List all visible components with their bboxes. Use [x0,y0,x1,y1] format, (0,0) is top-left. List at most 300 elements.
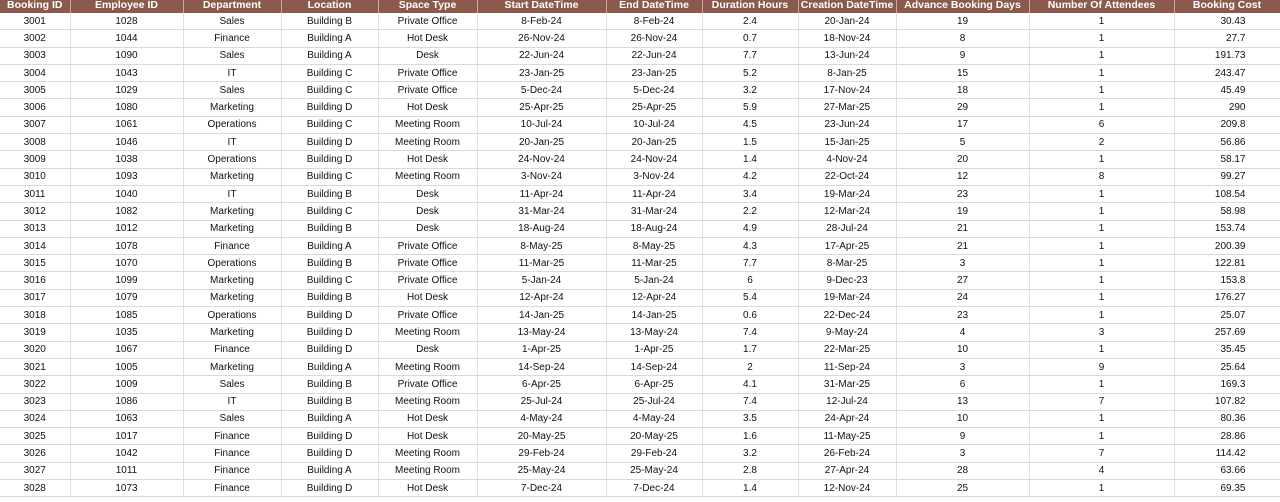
table-cell[interactable]: 25.64 [1174,358,1280,375]
table-cell[interactable]: 99.27 [1174,168,1280,185]
table-cell[interactable]: Finance [183,237,281,254]
table-cell[interactable]: Hot Desk [378,410,477,427]
table-cell[interactable]: IT [183,134,281,151]
table-cell[interactable]: 3002 [0,30,70,47]
table-cell[interactable]: 8-May-25 [477,237,606,254]
table-cell[interactable]: Hot Desk [378,30,477,47]
table-cell[interactable]: 22-Jun-24 [477,47,606,64]
table-cell[interactable]: 3006 [0,99,70,116]
table-cell[interactable]: 80.36 [1174,410,1280,427]
table-cell[interactable]: Building A [281,237,378,254]
table-cell[interactable]: 22-Oct-24 [798,168,896,185]
table-cell[interactable]: 8-May-25 [606,237,702,254]
table-cell[interactable]: 1040 [70,185,183,202]
table-cell[interactable]: 6-Apr-25 [606,376,702,393]
table-cell[interactable]: Building C [281,116,378,133]
table-cell[interactable]: 3.5 [702,410,798,427]
table-cell[interactable]: 1085 [70,307,183,324]
table-cell[interactable]: 17 [896,116,1029,133]
table-cell[interactable]: 243.47 [1174,64,1280,81]
table-cell[interactable]: 8-Mar-25 [798,255,896,272]
column-header[interactable]: Duration Hours [702,0,798,13]
table-cell[interactable]: 9 [896,47,1029,64]
table-cell[interactable]: 7.4 [702,393,798,410]
table-cell[interactable]: 3024 [0,410,70,427]
table-cell[interactable]: 23 [896,307,1029,324]
table-cell[interactable]: 1038 [70,151,183,168]
table-cell[interactable]: 122.81 [1174,255,1280,272]
table-cell[interactable]: Building A [281,47,378,64]
table-cell[interactable]: 1011 [70,462,183,479]
table-cell[interactable]: Hot Desk [378,289,477,306]
table-cell[interactable]: 1063 [70,410,183,427]
table-cell[interactable]: 3025 [0,428,70,445]
table-cell[interactable]: 31-Mar-24 [606,203,702,220]
table-cell[interactable]: 29-Feb-24 [606,445,702,462]
table-cell[interactable]: 27-Mar-25 [798,99,896,116]
table-cell[interactable]: Hot Desk [378,151,477,168]
table-cell[interactable]: 1086 [70,393,183,410]
table-cell[interactable]: 7.4 [702,324,798,341]
table-cell[interactable]: 1.5 [702,134,798,151]
table-cell[interactable]: 20-May-25 [477,428,606,445]
table-cell[interactable]: 24 [896,289,1029,306]
table-cell[interactable]: 7 [1029,445,1174,462]
table-cell[interactable]: 11-Mar-25 [606,255,702,272]
table-cell[interactable]: 3 [896,358,1029,375]
table-cell[interactable]: 3 [896,445,1029,462]
table-cell[interactable]: 5.9 [702,99,798,116]
table-cell[interactable]: 20-May-25 [606,428,702,445]
table-cell[interactable]: Marketing [183,272,281,289]
table-cell[interactable]: 18-Nov-24 [798,30,896,47]
table-cell[interactable]: Finance [183,480,281,497]
table-cell[interactable]: 176.27 [1174,289,1280,306]
table-cell[interactable]: 23-Jan-25 [477,64,606,81]
table-cell[interactable]: Operations [183,307,281,324]
table-cell[interactable]: 27-Apr-24 [798,462,896,479]
table-cell[interactable]: 3.2 [702,445,798,462]
table-cell[interactable]: 1090 [70,47,183,64]
table-cell[interactable]: Marketing [183,168,281,185]
table-cell[interactable]: Marketing [183,358,281,375]
table-cell[interactable]: 5.2 [702,64,798,81]
table-cell[interactable]: 20-Jan-24 [798,13,896,30]
table-cell[interactable]: 3026 [0,445,70,462]
table-cell[interactable]: 2.8 [702,462,798,479]
table-cell[interactable]: Hot Desk [378,99,477,116]
table-cell[interactable]: 2 [702,358,798,375]
table-cell[interactable]: Hot Desk [378,480,477,497]
table-cell[interactable]: 1 [1029,203,1174,220]
table-cell[interactable]: 21 [896,220,1029,237]
table-cell[interactable]: 6 [896,376,1029,393]
table-cell[interactable]: 17-Apr-25 [798,237,896,254]
table-cell[interactable]: 3009 [0,151,70,168]
table-cell[interactable]: 25.07 [1174,307,1280,324]
table-cell[interactable]: 25-Apr-25 [606,99,702,116]
column-header[interactable]: Number Of Attendees [1029,0,1174,13]
table-cell[interactable]: 1 [1029,30,1174,47]
table-cell[interactable]: 1 [1029,410,1174,427]
table-cell[interactable]: 1061 [70,116,183,133]
table-cell[interactable]: 9 [1029,358,1174,375]
table-cell[interactable]: Finance [183,30,281,47]
table-cell[interactable]: 3017 [0,289,70,306]
table-cell[interactable]: 27.7 [1174,30,1280,47]
table-cell[interactable]: 107.82 [1174,393,1280,410]
table-cell[interactable]: Building C [281,272,378,289]
table-cell[interactable]: 3008 [0,134,70,151]
table-cell[interactable]: 13-Jun-24 [798,47,896,64]
table-cell[interactable]: 1 [1029,289,1174,306]
table-cell[interactable]: 1 [1029,13,1174,30]
table-cell[interactable]: 5 [896,134,1029,151]
table-cell[interactable]: 7 [1029,393,1174,410]
table-cell[interactable]: Desk [378,341,477,358]
table-cell[interactable]: Hot Desk [378,428,477,445]
table-cell[interactable]: 1028 [70,13,183,30]
column-header[interactable]: Employee ID [70,0,183,13]
table-cell[interactable]: 1046 [70,134,183,151]
table-cell[interactable]: 257.69 [1174,324,1280,341]
table-cell[interactable]: 4-Nov-24 [798,151,896,168]
table-cell[interactable]: IT [183,185,281,202]
table-cell[interactable]: 21 [896,237,1029,254]
table-cell[interactable]: 17-Nov-24 [798,82,896,99]
table-cell[interactable]: 3003 [0,47,70,64]
table-cell[interactable]: Finance [183,341,281,358]
table-cell[interactable]: 5.4 [702,289,798,306]
table-cell[interactable]: 3013 [0,220,70,237]
table-cell[interactable]: Private Office [378,307,477,324]
table-cell[interactable]: Building A [281,410,378,427]
table-cell[interactable]: Building D [281,307,378,324]
table-cell[interactable]: 14-Sep-24 [477,358,606,375]
table-cell[interactable]: 3010 [0,168,70,185]
table-cell[interactable]: 28 [896,462,1029,479]
table-cell[interactable]: 191.73 [1174,47,1280,64]
table-cell[interactable]: Operations [183,151,281,168]
table-cell[interactable]: 6-Apr-25 [477,376,606,393]
table-cell[interactable]: 19 [896,203,1029,220]
table-cell[interactable]: Building C [281,168,378,185]
table-cell[interactable]: 9-May-24 [798,324,896,341]
table-cell[interactable]: 1 [1029,47,1174,64]
table-cell[interactable]: 1078 [70,237,183,254]
table-cell[interactable]: 1080 [70,99,183,116]
table-cell[interactable]: 1017 [70,428,183,445]
table-cell[interactable]: Private Office [378,82,477,99]
table-cell[interactable]: Building B [281,255,378,272]
table-cell[interactable]: 25-May-24 [477,462,606,479]
table-cell[interactable]: 22-Mar-25 [798,341,896,358]
table-cell[interactable]: 12-Apr-24 [606,289,702,306]
table-cell[interactable]: 2.2 [702,203,798,220]
table-cell[interactable]: 1.4 [702,480,798,497]
table-cell[interactable]: Finance [183,462,281,479]
table-cell[interactable]: 19-Mar-24 [798,289,896,306]
table-cell[interactable]: 18 [896,82,1029,99]
table-cell[interactable]: 1009 [70,376,183,393]
table-cell[interactable]: 1 [1029,237,1174,254]
table-cell[interactable]: 1-Apr-25 [477,341,606,358]
table-cell[interactable]: 1043 [70,64,183,81]
table-cell[interactable]: Building C [281,203,378,220]
column-header[interactable]: Creation DateTime [798,0,896,13]
table-cell[interactable]: 58.98 [1174,203,1280,220]
table-cell[interactable]: 7-Dec-24 [477,480,606,497]
table-cell[interactable]: 10 [896,341,1029,358]
table-cell[interactable]: 4 [1029,462,1174,479]
table-cell[interactable]: 29-Feb-24 [477,445,606,462]
table-cell[interactable]: 8-Jan-25 [798,64,896,81]
table-cell[interactable]: 1.6 [702,428,798,445]
table-cell[interactable]: 5-Dec-24 [477,82,606,99]
table-cell[interactable]: 153.74 [1174,220,1280,237]
table-cell[interactable]: Building A [281,30,378,47]
table-cell[interactable]: Marketing [183,324,281,341]
table-cell[interactable]: 30.43 [1174,13,1280,30]
table-cell[interactable]: 56.86 [1174,134,1280,151]
table-cell[interactable]: 1093 [70,168,183,185]
table-cell[interactable]: IT [183,64,281,81]
table-cell[interactable]: Building B [281,393,378,410]
table-cell[interactable]: 12-Mar-24 [798,203,896,220]
table-cell[interactable]: 45.49 [1174,82,1280,99]
table-cell[interactable]: 11-Apr-24 [477,185,606,202]
table-cell[interactable]: 3011 [0,185,70,202]
table-cell[interactable]: 22-Dec-24 [798,307,896,324]
table-cell[interactable]: 35.45 [1174,341,1280,358]
table-cell[interactable]: 1 [1029,480,1174,497]
table-cell[interactable]: 1042 [70,445,183,462]
table-cell[interactable]: Sales [183,13,281,30]
table-cell[interactable]: Building D [281,341,378,358]
table-cell[interactable]: 1.7 [702,341,798,358]
table-cell[interactable]: 23 [896,185,1029,202]
table-cell[interactable]: Marketing [183,289,281,306]
table-cell[interactable]: 12-Jul-24 [798,393,896,410]
table-cell[interactable]: 1.4 [702,151,798,168]
table-cell[interactable]: 26-Nov-24 [477,30,606,47]
table-cell[interactable]: 5-Dec-24 [606,82,702,99]
table-cell[interactable]: 3-Nov-24 [477,168,606,185]
table-cell[interactable]: Building D [281,151,378,168]
table-cell[interactable]: 26-Nov-24 [606,30,702,47]
table-cell[interactable]: 8-Feb-24 [477,13,606,30]
table-cell[interactable]: 23-Jun-24 [798,116,896,133]
table-cell[interactable]: Building C [281,82,378,99]
table-cell[interactable]: 1 [1029,185,1174,202]
table-cell[interactable]: 24-Nov-24 [477,151,606,168]
table-cell[interactable]: 3004 [0,64,70,81]
table-cell[interactable]: Finance [183,428,281,445]
table-cell[interactable]: 3012 [0,203,70,220]
table-cell[interactable]: 11-Sep-24 [798,358,896,375]
table-cell[interactable]: Marketing [183,99,281,116]
table-cell[interactable]: 1035 [70,324,183,341]
table-cell[interactable]: Building A [281,462,378,479]
table-cell[interactable]: 10-Jul-24 [606,116,702,133]
table-cell[interactable]: 169.3 [1174,376,1280,393]
table-cell[interactable]: 23-Jan-25 [606,64,702,81]
table-cell[interactable]: 3021 [0,358,70,375]
table-cell[interactable]: 1 [1029,64,1174,81]
table-cell[interactable]: 114.42 [1174,445,1280,462]
table-cell[interactable]: 1-Apr-25 [606,341,702,358]
table-cell[interactable]: Desk [378,203,477,220]
table-cell[interactable]: 11-May-25 [798,428,896,445]
table-cell[interactable]: 24-Nov-24 [606,151,702,168]
table-cell[interactable]: 4.3 [702,237,798,254]
table-cell[interactable]: 25-Jul-24 [606,393,702,410]
table-cell[interactable]: 1 [1029,151,1174,168]
table-cell[interactable]: 3027 [0,462,70,479]
table-cell[interactable]: 1067 [70,341,183,358]
table-cell[interactable]: 1070 [70,255,183,272]
table-cell[interactable]: 4.2 [702,168,798,185]
table-cell[interactable]: 1099 [70,272,183,289]
column-header[interactable]: Booking Cost [1174,0,1280,13]
table-cell[interactable]: 200.39 [1174,237,1280,254]
table-cell[interactable]: 3.2 [702,82,798,99]
table-cell[interactable]: Building B [281,185,378,202]
table-cell[interactable]: 3016 [0,272,70,289]
table-cell[interactable]: 12-Apr-24 [477,289,606,306]
table-cell[interactable]: Private Office [378,255,477,272]
table-cell[interactable]: 27 [896,272,1029,289]
column-header[interactable]: Space Type [378,0,477,13]
table-cell[interactable]: 3.4 [702,185,798,202]
table-cell[interactable]: 2 [1029,134,1174,151]
table-cell[interactable]: 3001 [0,13,70,30]
table-cell[interactable]: 58.17 [1174,151,1280,168]
table-cell[interactable]: 290 [1174,99,1280,116]
table-cell[interactable]: 0.6 [702,307,798,324]
table-cell[interactable]: 2.4 [702,13,798,30]
table-cell[interactable]: 7.7 [702,47,798,64]
table-cell[interactable]: 10 [896,410,1029,427]
table-cell[interactable]: 4.9 [702,220,798,237]
table-cell[interactable]: Building B [281,220,378,237]
table-cell[interactable]: 8-Feb-24 [606,13,702,30]
table-cell[interactable]: 29 [896,99,1029,116]
table-cell[interactable]: 63.66 [1174,462,1280,479]
table-cell[interactable]: 1012 [70,220,183,237]
table-cell[interactable]: 14-Jan-25 [477,307,606,324]
table-cell[interactable]: 22-Jun-24 [606,47,702,64]
table-cell[interactable]: Meeting Room [378,168,477,185]
table-cell[interactable]: 1 [1029,307,1174,324]
table-cell[interactable]: 9-Dec-23 [798,272,896,289]
table-cell[interactable]: 14-Jan-25 [606,307,702,324]
table-cell[interactable]: Building D [281,134,378,151]
table-cell[interactable]: 1029 [70,82,183,99]
table-cell[interactable]: 6 [1029,116,1174,133]
column-header[interactable]: Booking ID [0,0,70,13]
table-cell[interactable]: Operations [183,116,281,133]
table-cell[interactable]: 28-Jul-24 [798,220,896,237]
table-cell[interactable]: Meeting Room [378,358,477,375]
table-cell[interactable]: 25-Jul-24 [477,393,606,410]
table-cell[interactable]: 3014 [0,237,70,254]
table-cell[interactable]: 25-May-24 [606,462,702,479]
table-cell[interactable]: 26-Feb-24 [798,445,896,462]
table-cell[interactable]: 0.7 [702,30,798,47]
table-cell[interactable]: Marketing [183,220,281,237]
table-cell[interactable]: Building D [281,99,378,116]
table-cell[interactable]: 11-Mar-25 [477,255,606,272]
table-cell[interactable]: 13 [896,393,1029,410]
column-header[interactable]: Department [183,0,281,13]
table-cell[interactable]: 1073 [70,480,183,497]
table-cell[interactable]: Desk [378,220,477,237]
table-cell[interactable]: 14-Sep-24 [606,358,702,375]
table-cell[interactable]: 20-Jan-25 [477,134,606,151]
table-cell[interactable]: 1005 [70,358,183,375]
table-cell[interactable]: 3 [896,255,1029,272]
table-cell[interactable]: Sales [183,47,281,64]
column-header[interactable]: Advance Booking Days [896,0,1029,13]
table-cell[interactable]: 69.35 [1174,480,1280,497]
table-cell[interactable]: 3015 [0,255,70,272]
table-cell[interactable]: Private Office [378,64,477,81]
table-cell[interactable]: Private Office [378,237,477,254]
table-cell[interactable]: 209.8 [1174,116,1280,133]
table-cell[interactable]: 4.1 [702,376,798,393]
table-cell[interactable]: 25-Apr-25 [477,99,606,116]
table-cell[interactable]: 18-Aug-24 [477,220,606,237]
table-cell[interactable]: 1 [1029,428,1174,445]
table-cell[interactable]: 20 [896,151,1029,168]
table-cell[interactable]: 1 [1029,341,1174,358]
table-cell[interactable]: 3-Nov-24 [606,168,702,185]
table-cell[interactable]: Sales [183,82,281,99]
table-cell[interactable]: 3019 [0,324,70,341]
table-cell[interactable]: Desk [378,185,477,202]
table-cell[interactable]: 11-Apr-24 [606,185,702,202]
table-cell[interactable]: Building D [281,324,378,341]
table-cell[interactable]: 31-Mar-24 [477,203,606,220]
table-cell[interactable]: Finance [183,445,281,462]
table-cell[interactable]: 1 [1029,99,1174,116]
table-cell[interactable]: 3020 [0,341,70,358]
table-cell[interactable]: Private Office [378,13,477,30]
table-cell[interactable]: 5-Jan-24 [606,272,702,289]
table-cell[interactable]: 18-Aug-24 [606,220,702,237]
table-cell[interactable]: Building D [281,480,378,497]
table-cell[interactable]: Meeting Room [378,393,477,410]
table-cell[interactable]: 1 [1029,272,1174,289]
table-cell[interactable]: 3018 [0,307,70,324]
table-cell[interactable]: 4-May-24 [477,410,606,427]
table-cell[interactable]: 1079 [70,289,183,306]
table-cell[interactable]: 3007 [0,116,70,133]
table-cell[interactable]: 1 [1029,376,1174,393]
table-cell[interactable]: Sales [183,376,281,393]
table-cell[interactable]: Desk [378,47,477,64]
table-cell[interactable]: 1082 [70,203,183,220]
table-cell[interactable]: 3023 [0,393,70,410]
table-cell[interactable]: IT [183,393,281,410]
table-cell[interactable]: 3005 [0,82,70,99]
table-cell[interactable]: 20-Jan-25 [606,134,702,151]
table-cell[interactable]: Building C [281,64,378,81]
table-cell[interactable]: 3 [1029,324,1174,341]
table-cell[interactable]: 25 [896,480,1029,497]
table-cell[interactable]: Meeting Room [378,324,477,341]
